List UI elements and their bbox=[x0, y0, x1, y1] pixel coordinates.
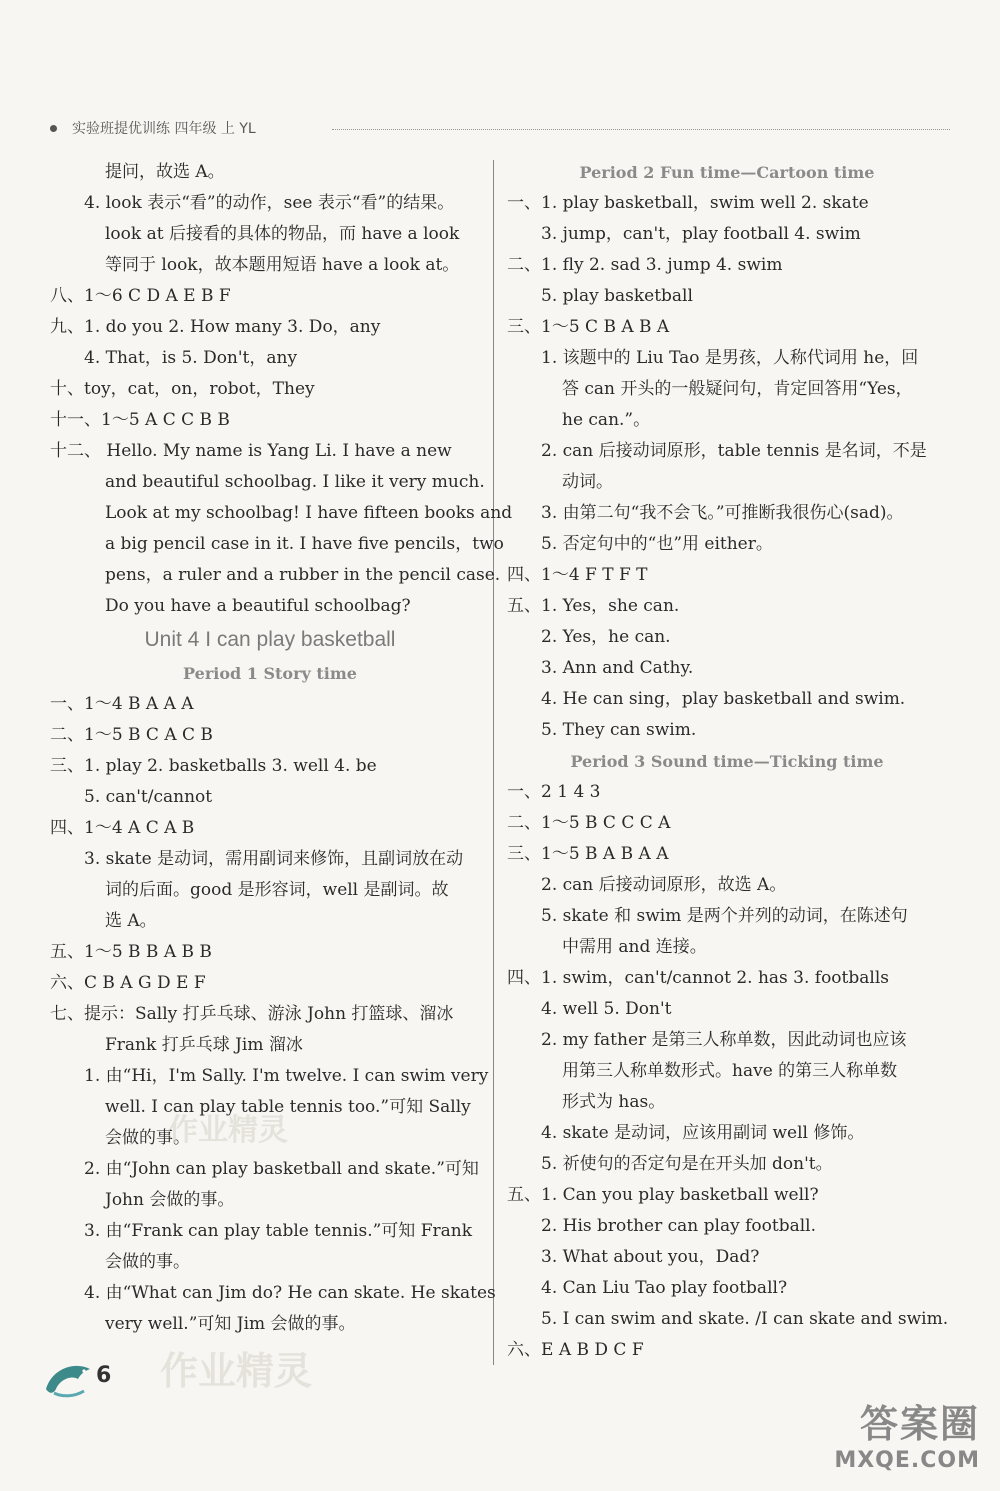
answer-line: 1. 该题中的 Liu Tao 是男孩，人称代词用 he，回 bbox=[541, 348, 919, 368]
watermark-text: 作业精灵 bbox=[168, 1113, 288, 1148]
answer-line: a big pencil case in it. I have five pencils，two bbox=[105, 534, 504, 554]
header-title: 实验班提优训练 四年级 上 YL bbox=[72, 121, 256, 137]
column-divider bbox=[493, 160, 494, 1365]
answer-line: 3. 由第二句“我不会飞。”可推断我很伤心(sad)。 bbox=[541, 503, 904, 523]
answer-line: Look at my schoolbag! I have fifteen books and bbox=[105, 503, 513, 523]
answer-line: 八、1～6 C D A E B F bbox=[50, 286, 231, 306]
answer-line: John 会做的事。 bbox=[105, 1190, 235, 1210]
answer-line: 五、1～5 B B A B B bbox=[50, 942, 212, 962]
answer-line: 三、1～5 B A B A A bbox=[507, 844, 669, 864]
answer-line: 选 A。 bbox=[105, 911, 157, 931]
answer-line: 六、C B A G D E F bbox=[50, 973, 206, 993]
page-footer bbox=[40, 1355, 160, 1405]
answer-line: 二、1～5 B C A C B bbox=[50, 725, 213, 745]
watermark-logo-text: 答案圈 bbox=[859, 1402, 980, 1446]
answer-line: 5. can't/cannot bbox=[84, 787, 213, 807]
answer-line: 2. my father 是第三人称单数，因此动词也应该 bbox=[541, 1030, 907, 1050]
answer-line: 一、2 1 4 3 bbox=[507, 782, 601, 802]
answer-line: 用第三人称单数形式。have 的第三人称单数 bbox=[562, 1061, 898, 1081]
answer-line: 答 can 开头的一般疑问句，肯定回答用“Yes， bbox=[562, 379, 913, 399]
answer-line: well. I can play table tennis too.”可知 Sally bbox=[105, 1097, 471, 1117]
answer-line: 2. 由“John can play basketball and skate.”可知 bbox=[84, 1159, 479, 1179]
page-number: 6 bbox=[96, 1363, 112, 1388]
answer-line: 3. 由“Frank can play table tennis.”可知 Frank bbox=[84, 1221, 473, 1241]
site-watermark bbox=[834, 1393, 980, 1473]
watermark-text: 作业精灵 bbox=[160, 1349, 313, 1393]
answer-line: 3. jump，can't，play football 4. swim bbox=[541, 224, 861, 244]
page-header bbox=[50, 118, 950, 140]
answer-line: 四、1. swim，can't/cannot 2. has 3. footballs bbox=[507, 968, 889, 988]
left-column bbox=[50, 157, 513, 1340]
answer-line: 4. look 表示“看”的动作，see 表示“看”的结果。 bbox=[84, 193, 455, 213]
answer-line: 1. 由“Hi，I'm Sally. I'm twelve. I can swim very bbox=[84, 1066, 489, 1086]
answer-line: 3. skate 是动词，需用副词来修饰，且副词放在动 bbox=[84, 849, 464, 869]
answer-line: 一、1. play basketball，swim well 2. skate bbox=[507, 193, 869, 213]
answer-line: 5. 祈使句的否定句是在开头加 don't。 bbox=[541, 1154, 833, 1174]
answer-line: 六、E A B D C F bbox=[507, 1340, 644, 1360]
answer-line: look at 后接看的具体的物品，而 have a look bbox=[105, 224, 460, 244]
answer-line: pens，a ruler and a rubber in the pencil case. bbox=[105, 565, 501, 585]
right-column bbox=[507, 157, 947, 1366]
dolphin-icon bbox=[40, 1355, 100, 1399]
answer-line: Frank 打乒乓球 Jim 溜冰 bbox=[105, 1035, 303, 1055]
answer-line: 词的后面。good 是形容词，well 是副词。故 bbox=[105, 880, 449, 900]
answer-line: 5. 否定句中的“也”用 either。 bbox=[541, 534, 773, 554]
answer-line: 2. can 后接动词原形，table tennis 是名词，不是 bbox=[541, 441, 927, 461]
answer-line: 等同于 look，故本题用短语 have a look at。 bbox=[105, 255, 460, 275]
answer-line: 四、1～4 A C A B bbox=[50, 818, 195, 838]
answer-line: 提问，故选 A。 bbox=[105, 162, 225, 182]
answer-line: and beautiful schoolbag. I like it very much. bbox=[105, 472, 485, 492]
answer-line: he can.”。 bbox=[562, 410, 651, 430]
answer-line: 5. skate 和 swim 是两个并列的动词，在陈述句 bbox=[541, 906, 908, 926]
bullet-icon bbox=[50, 125, 57, 132]
answer-line: 5. play basketball bbox=[541, 286, 693, 306]
answer-line: 二、1～5 B C C C A bbox=[507, 813, 671, 833]
answer-line: 动词。 bbox=[562, 472, 613, 492]
unit-title: Unit 4 I can play basketball bbox=[144, 628, 396, 651]
answer-line: 一、1～4 B A A A bbox=[50, 694, 194, 714]
watermark-url: MXQE.COM bbox=[834, 1448, 980, 1473]
answer-line: 二、1. fly 2. sad 3. jump 4. swim bbox=[507, 255, 783, 275]
answer-line: 五、1. Can you play basketball well? bbox=[507, 1185, 819, 1205]
answer-line: 4. He can sing，play basketball and swim. bbox=[541, 689, 906, 709]
answer-line: 九、1. do you 2. How many 3. Do，any bbox=[50, 317, 381, 337]
answer-line: 中需用 and 连接。 bbox=[562, 937, 707, 957]
answer-line: 三、1. play 2. basketballs 3. well 4. be bbox=[50, 756, 377, 776]
answer-line: 4. 由“What can Jim do? He can skate. He skates bbox=[84, 1283, 496, 1303]
answer-line: 2. can 后接动词原形，故选 A。 bbox=[541, 875, 787, 895]
answer-line: Do you have a beautiful schoolbag? bbox=[105, 596, 411, 616]
answer-line: 十一、1～5 A C C B B bbox=[50, 410, 230, 430]
answer-line: 十、toy，cat，on，robot，They bbox=[50, 379, 315, 399]
answer-line: 5. They can swim. bbox=[541, 720, 697, 740]
answer-line: 4. Can Liu Tao play football? bbox=[541, 1278, 788, 1298]
answer-line: 会做的事。 bbox=[105, 1252, 190, 1272]
answer-line: 十二、 Hello. My name is Yang Li. I have a new bbox=[50, 441, 452, 461]
period-title: Period 2 Fun time—Cartoon time bbox=[579, 163, 875, 182]
answer-line: 2. His brother can play football. bbox=[541, 1216, 816, 1236]
answer-line: 形式为 has。 bbox=[562, 1092, 666, 1112]
answer-line: 4. skate 是动词，应该用副词 well 修饰。 bbox=[541, 1123, 865, 1143]
answer-line: 五、1. Yes，she can. bbox=[507, 596, 680, 616]
answer-line: 3. Ann and Cathy. bbox=[541, 658, 694, 678]
answer-line: 四、1～4 F T F T bbox=[507, 565, 648, 585]
answer-line: very well.”可知 Jim 会做的事。 bbox=[105, 1314, 356, 1334]
header-rule bbox=[332, 129, 950, 130]
period-title: Period 3 Sound time—Ticking time bbox=[570, 752, 884, 771]
period-title: Period 1 Story time bbox=[183, 664, 357, 683]
answer-line: 4. well 5. Don't bbox=[541, 999, 672, 1019]
answer-line: 七、提示：Sally 打乒乓球、游泳 John 打篮球、溜冰 bbox=[50, 1004, 454, 1024]
answer-line: 会做的事。 bbox=[105, 1128, 190, 1148]
answer-line: 3. What about you，Dad? bbox=[541, 1247, 760, 1267]
answer-line: 三、1～5 C B A B A bbox=[507, 317, 670, 337]
answer-line: 4. That，is 5. Don't，any bbox=[84, 348, 298, 368]
answer-line: 2. Yes，he can. bbox=[541, 627, 671, 647]
answer-line: 5. I can swim and skate. /I can skate and swim. bbox=[541, 1309, 949, 1329]
